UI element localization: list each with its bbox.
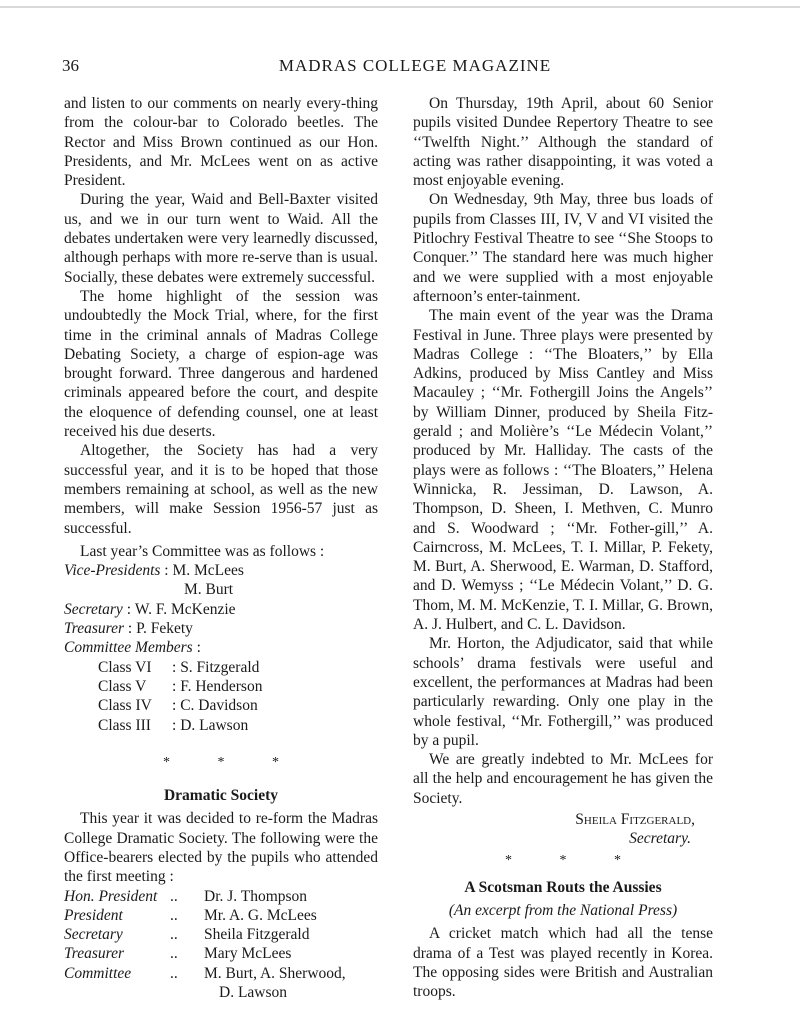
- colon: :: [160, 562, 173, 580]
- vice-president-2: M. Burt: [184, 581, 234, 599]
- colon: :: [122, 600, 135, 618]
- paragraph: Altogether, the Society has had a very successful year, and it is to be hoped that those members remaining at school, as well as the new members, will make Session 1956-57 just as successful.: [64, 442, 378, 537]
- class-row: [64, 658, 378, 677]
- right-column: [413, 94, 713, 1002]
- top-rule: [0, 6, 800, 8]
- officer-dots: ..: [170, 945, 178, 963]
- class-label: Class IV: [98, 697, 152, 715]
- class-row: [64, 716, 378, 735]
- vice-presidents-label: Vice-Presidents: [64, 562, 161, 580]
- paragraph: This year it was decided to re-form the Madras College Dramatic Society. The following were the Office-bearers elected by the pupils who attended the first meeting :: [64, 810, 378, 886]
- officer-dots: ..: [170, 906, 178, 924]
- paragraph: and listen to our comments on nearly every-thing from the colour-bar to Colorado beetles. The Rector and Miss Brown continued as our Hon. Presidents, and Mr. McLees went on as active President.: [64, 95, 378, 190]
- scotsman-subheading: (An excerpt from the National Press): [448, 902, 678, 920]
- class-row: [64, 677, 378, 696]
- class-value: S. Fitzgerald: [180, 658, 260, 676]
- officer-name-continued: D. Lawson: [219, 984, 288, 1002]
- committee-members-label: Committee Members: [64, 639, 193, 657]
- paragraph: On Thursday, 19th April, about 60 Senior pupils visited Dundee Repertory Theatre to see ‘‘Twelfth Night.’’ Although the standard of acting was rather disappointing, it was voted a most enjoyable evening.: [413, 95, 713, 190]
- officer-row: [64, 964, 378, 983]
- colon: :: [124, 620, 137, 638]
- officer-role: Secretary: [64, 926, 123, 944]
- class-label: Class VI: [98, 658, 152, 676]
- class-label: Class III: [98, 716, 151, 734]
- officer-role: Treasurer: [64, 945, 125, 963]
- colon: :: [172, 677, 181, 695]
- section-divider-stars: * * *: [505, 852, 643, 868]
- secretary-value: W. F. McKenzie: [134, 600, 236, 618]
- page-number: 36: [62, 56, 79, 75]
- treasurer-label: Treasurer: [64, 620, 125, 638]
- colon: :: [172, 697, 181, 715]
- officer-role: Committee: [64, 964, 132, 982]
- class-row: [64, 696, 378, 715]
- paragraph: We are greatly indebted to Mr. McLees for all the help and encouragement he has given the Society.: [413, 751, 713, 807]
- running-head: MADRAS COLLEGE MAGAZINE: [278, 56, 552, 75]
- officer-name: Mr. A. G. McLees: [204, 906, 317, 924]
- treasurer-row: [64, 619, 378, 638]
- colon: :: [172, 716, 181, 734]
- paragraph: Mr. Horton, the Adjudicator, said that while schools’ drama festivals were useful and excellent, the performances at Madras had been particularly rewarding. Only one play in the whole festival, ‘‘Mr. Fothergill,’’ was produced by a pupil.: [413, 635, 713, 749]
- dramatic-society-heading: Dramatic Society: [163, 787, 279, 805]
- left-column: [64, 94, 378, 1002]
- class-value: D. Lawson: [180, 716, 249, 734]
- scotsman-heading: A Scotsman Routs the Aussies: [464, 878, 662, 896]
- officer-name: Sheila Fitzgerald: [204, 926, 310, 944]
- signature-name: Sheila Fitzgerald,: [575, 810, 695, 828]
- officer-row: [64, 887, 378, 906]
- officer-row: [64, 925, 378, 944]
- officer-dots: ..: [170, 964, 178, 982]
- secretary-label: Secretary: [64, 600, 123, 618]
- vice-presidents-row: [64, 561, 378, 580]
- officer-name: Dr. J. Thompson: [204, 887, 308, 905]
- paragraph: During the year, Waid and Bell-Baxter visited us, and we in our turn went to Waid. All the debates undertaken were very learnedly discussed, although perhaps with more re-serve than is usual. Socially, these debates were extremely successful.: [64, 191, 378, 286]
- officer-row: [64, 944, 378, 963]
- officer-row: [64, 906, 378, 925]
- officer-dots: ..: [170, 887, 178, 905]
- paragraph: The main event of the year was the Drama Festival in June. Three plays were presented by Madras College : ‘‘The Bloaters,’’ by Ella Adkins, produced by Miss Cantley and Miss Macauley ; ‘‘Mr. Fothergill Joins the Angels’’ by William Dinner, produced by Sheila Fitz-gerald ; and Molière’s ‘‘Le Médecin Volant,’’ produced by Mr. Halliday. The casts of the plays were as follows : ‘‘The Bloaters,’’ Helena Winnicka, R. Jessiman, D. Lawson, A. Thompson, D. Sheen, I. Methven, C. Munro and S. Woodward ; ‘‘Mr. Fother-gill,’’ A. Cairncross, M. McLees, T. I. Millar, P. Fekety, M. Burt, A. Sherwood, E. Warman, D. Stafford, and D. Wemyss ; ‘‘Le Médecin Volant,’’ D. G. Thom, M. M. McKenzie, T. I. Millar, G. Brown, A. J. Hulbert, and C. L. Davidson.: [413, 307, 713, 634]
- secretary-row: [64, 600, 378, 619]
- officer-dots: ..: [170, 926, 178, 944]
- committee-intro: Last year’s Committee was as follows :: [80, 542, 325, 560]
- officer-name: M. Burt, A. Sherwood,: [204, 964, 346, 982]
- colon: :: [192, 639, 201, 657]
- treasurer-value: P. Fekety: [136, 620, 193, 638]
- class-value: F. Henderson: [180, 677, 263, 695]
- officer-name: Mary McLees: [204, 945, 292, 963]
- class-label: Class V: [98, 677, 147, 695]
- vice-president-1: M. McLees: [172, 562, 244, 580]
- signature-role: Secretary.: [629, 830, 691, 848]
- class-value: C. Davidson: [180, 697, 258, 715]
- colon: :: [172, 658, 181, 676]
- officer-role: Hon. President: [64, 887, 158, 905]
- officer-role: President: [64, 906, 123, 924]
- paragraph: The home highlight of the session was undoubtedly the Mock Trial, where, for the first time in the criminal annals of Madras College Debating Society, a charge of espion-age was brought forward. Three dangerous and hardened criminals appeared before the court, and despite the eloquence of defending counsel, one at least received his due deserts.: [64, 287, 378, 441]
- section-divider-stars: * * *: [163, 754, 301, 770]
- paragraph: On Wednesday, 9th May, three bus loads of pupils from Classes III, IV, V and VI visited the Pitlochry Festival Theatre to see ‘‘She Stoops to Conquer.’’ The standard here was much higher and we were supplied with a most enjoyable afternoon’s enter-tainment.: [413, 191, 713, 305]
- committee-members-row: [64, 638, 378, 657]
- paragraph: A cricket match which had all the tense drama of a Test was played recently in Korea. The opposing sides were British and Australian troops.: [413, 925, 713, 1001]
